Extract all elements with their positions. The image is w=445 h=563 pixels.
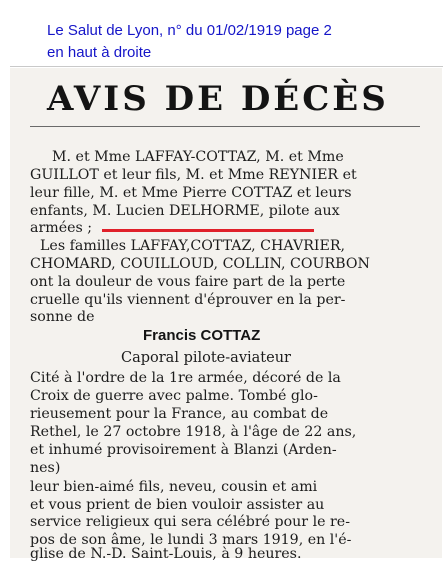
- deceased-name: Francis COTTAZ: [143, 327, 261, 344]
- name-underline: [102, 229, 314, 232]
- intro-line-3: leur fille, M. et Mme Pierre COTTAZ et leurs: [30, 185, 352, 201]
- intro-line-4: enfants, M. Lucien DELHORME, pilote aux: [30, 203, 340, 219]
- caption-line-2: en haut à droite: [47, 44, 152, 61]
- citation-line-9: service religieux qui sera célébré pour le re-: [30, 514, 350, 530]
- source-caption: [47, 20, 332, 64]
- citation-line-10: pos de son âme, le lundi 3 mars 1919, en l'é-: [30, 532, 352, 548]
- citation-line-3: rieusement pour la France, au combat de: [30, 406, 329, 422]
- caption-line-1: Le Salut de Lyon, n° du 01/02/1919 page 2: [47, 22, 332, 39]
- intro-line-1: M. et Mme LAFFAY-COTTAZ, M. et Mme: [52, 149, 344, 165]
- intro-line-7: CHOMARD, COUILLOUD, COLLIN, COURBON: [30, 256, 370, 272]
- citation-line-4: Rethel, le 27 octobre 1918, à l'âge de 22 ans,: [30, 424, 357, 440]
- intro-line-9: cruelle qu'ils viennent d'éprouver en la per-: [30, 292, 346, 308]
- intro-line-2: GUILLOT et leur fils, M. et Mme REYNIER et: [30, 167, 357, 183]
- intro-line-10: sonne de: [30, 309, 95, 325]
- citation-line-2: Croix de guerre avec palme. Tombé glo-: [30, 388, 318, 404]
- intro-line-6: Les familles LAFFAY,COTTAZ, CHAVRIER,: [40, 238, 346, 254]
- citation-line-5: et inhumé provisoirement à Blanzi (Arden-: [30, 442, 337, 458]
- citation-line-6: nes): [30, 460, 61, 476]
- citation-line-7: leur bien-aimé fils, neveu, cousin et ami: [30, 479, 318, 495]
- notice-title: AVIS DE DÉCÈS: [47, 79, 389, 119]
- clipping-top-edge: [10, 66, 443, 67]
- intro-line-8: ont la douleur de vous faire part de la perte: [30, 274, 346, 290]
- deceased-rank: Caporal pilote-aviateur: [121, 350, 291, 366]
- citation-line-11: glise de N.-D. Saint-Louis, à 9 heures.: [30, 546, 302, 562]
- citation-line-1: Cité à l'ordre de la 1re armée, décoré de la: [30, 370, 341, 386]
- title-rule: [30, 126, 420, 127]
- intro-line-5: armées ;: [30, 220, 93, 236]
- citation-line-8: et vous prient de bien vouloir assister au: [30, 497, 325, 513]
